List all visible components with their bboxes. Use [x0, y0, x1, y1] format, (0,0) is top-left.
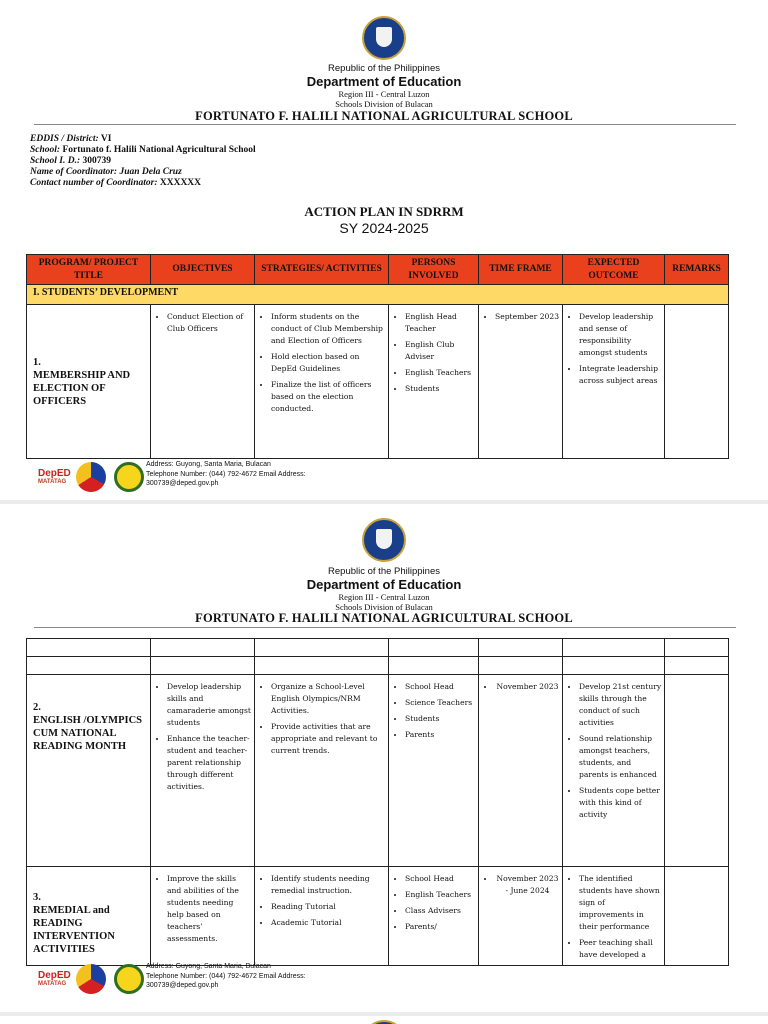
list-item: • Inform students on the conduct of Club Membership and Election of Officers — [271, 311, 386, 347]
list-item: • Science Teachers — [405, 697, 476, 709]
school-logo — [114, 964, 144, 994]
footer-address — [146, 460, 346, 489]
list-item: • School Head — [405, 873, 476, 885]
list-item: • English Head Teacher — [405, 311, 476, 335]
header-divider — [34, 627, 736, 628]
program-cell — [27, 675, 151, 867]
list-item: • Integrate leadership across subject areas — [579, 363, 662, 387]
list-item: • Sound relationship amongst teachers, students, and parents is enhanced — [579, 733, 662, 781]
col-header-remarks: REMARKS — [665, 255, 729, 285]
header-divider — [34, 124, 736, 125]
timeframe-cell — [479, 675, 563, 867]
page-3 — [0, 1016, 768, 1024]
outcome-cell — [563, 867, 665, 966]
list-item: • November 2023 - June 2024 — [495, 873, 560, 897]
outcome-cell — [563, 675, 665, 867]
row-number: 2. — [33, 702, 41, 713]
col-header-timeframe: TIME FRAME — [479, 255, 563, 285]
division-text: Schools Division of Bulacan — [335, 602, 433, 612]
coordinator-label: Name of Coordinator: — [30, 167, 118, 177]
region-text: Region III - Central Luzon — [338, 89, 430, 99]
list-item: • Organize a School-Level English Olympics/NRM Activities. — [271, 681, 386, 717]
list-item: • Academic Tutorial — [271, 917, 386, 929]
list-item: • Class Advisers — [405, 905, 476, 917]
page-2 — [0, 504, 768, 1012]
district-value: VI — [98, 134, 112, 144]
list-item: • Peer teaching shall have developed a — [579, 937, 662, 961]
list-item: • School Head — [405, 681, 476, 693]
page-1 — [0, 0, 768, 500]
action-plan-table-1 — [26, 254, 729, 459]
republic-text: Republic of the Philippines — [328, 566, 440, 577]
remarks-cell — [665, 305, 729, 459]
list-item: • Finalize the list of officers based on the election conducted. — [271, 379, 386, 415]
list-item: • Reading Tutorial — [271, 901, 386, 913]
school-value: Fortunato f. Halili National Agricultural School — [60, 145, 256, 155]
footer-address — [146, 962, 346, 991]
logo-sub: MATATAG — [38, 479, 67, 485]
school-id-value: 300739 — [80, 156, 112, 166]
objectives-cell — [151, 867, 255, 966]
department-title: Department of Education — [306, 577, 462, 592]
timeframe-cell — [479, 305, 563, 459]
row-number: 1. — [33, 356, 41, 368]
email-line: 300739@deped.gov.ph — [146, 480, 219, 487]
col-header-objectives: OBJECTIVES — [151, 255, 255, 285]
table-row — [27, 305, 729, 459]
republic-text: Republic of the Philippines — [328, 63, 440, 74]
list-item: • The identified students have shown sign of improvements in their performance — [579, 873, 662, 933]
logo-sub: MATATAG — [38, 981, 67, 987]
deped-seal-icon — [362, 16, 406, 60]
remarks-cell — [665, 867, 729, 966]
deped-seal-icon — [362, 518, 406, 562]
school-label: School: — [30, 145, 61, 155]
list-item: • Improve the skills and abilities of the students needing help based on teachers’ assessments. — [167, 873, 252, 945]
address-line: Address: Guyong, Santa Maria, Bulacan — [146, 963, 271, 970]
list-item: • Parents — [405, 729, 476, 741]
program-title: MEMBERSHIP AND ELECTION OF OFFICERS — [33, 369, 131, 407]
col-header-persons: PERSONS INVOLVED — [389, 255, 479, 285]
persons-cell — [389, 305, 479, 459]
list-item: • Develop leadership and sense of responsibility amongst students — [579, 311, 662, 359]
timeframe-cell — [479, 867, 563, 966]
program-cell — [27, 867, 151, 966]
bagong-pilipinas-logo — [76, 964, 106, 994]
list-item: • Students — [405, 713, 476, 725]
row-number: 3. — [33, 892, 41, 903]
logo-text: DepED — [38, 468, 71, 479]
address-line: Address: Guyong, Santa Maria, Bulacan — [146, 461, 271, 468]
deped-matatag-logo — [38, 468, 71, 485]
school-name: FORTUNATO F. HALILI NATIONAL AGRICULTURAL SCHOOL — [195, 611, 573, 625]
col-header-outcome: EXPECTED OUTCOME — [563, 255, 665, 285]
email-line: 300739@deped.gov.ph — [146, 982, 219, 989]
list-item: • Develop 21st century skills through the conduct of such activities — [579, 681, 662, 729]
col-header-strategies: STRATEGIES/ ACTIVITIES — [255, 255, 389, 285]
school-meta — [30, 134, 256, 189]
objectives-cell — [151, 305, 255, 459]
objectives-cell — [151, 675, 255, 867]
contact-label: Contact number of Coordinator: — [30, 178, 158, 188]
list-item: • English Club Adviser — [405, 339, 476, 363]
deped-seal-icon — [362, 1020, 406, 1024]
school-year: SY 2024-2025 — [339, 220, 429, 236]
list-item: • Conduct Election of Club Officers — [167, 311, 252, 335]
list-item: • Identify students needing remedial instruction. — [271, 873, 386, 897]
table-row — [27, 675, 729, 867]
phone-line: Telephone Number: (044) 792-4672 Email Address: — [146, 470, 306, 478]
list-item: • Enhance the teacher-student and teacher-parent relationship through different activities. — [167, 733, 252, 793]
program-cell — [27, 305, 151, 459]
list-item: • English Teachers — [405, 367, 476, 379]
strategies-cell — [255, 305, 389, 459]
list-item: • Hold election based on DepEd Guidelines — [271, 351, 386, 375]
list-item: • Parents/ — [405, 921, 476, 933]
program-title: ENGLISH /OLYMPICS CUM NATIONAL READING MONTH — [33, 715, 143, 752]
action-plan-table-2 — [26, 638, 729, 966]
bagong-pilipinas-logo — [76, 462, 106, 492]
program-title: REMEDIAL and READING INTERVENTION ACTIVITIES — [33, 905, 115, 955]
list-item: • Develop leadership skills and camaraderie amongst students — [167, 681, 252, 729]
department-title: Department of Education — [306, 74, 462, 89]
strategies-cell — [255, 867, 389, 966]
school-id-label: School I. D.: — [30, 156, 81, 166]
deped-matatag-logo — [38, 970, 71, 987]
persons-cell — [389, 675, 479, 867]
school-name: FORTUNATO F. HALILI NATIONAL AGRICULTURAL SCHOOL — [195, 109, 573, 123]
division-text: Schools Division of Bulacan — [335, 99, 433, 109]
contact-value: XXXXXX — [157, 178, 202, 188]
region-text: Region III - Central Luzon — [338, 592, 430, 602]
table-row — [27, 867, 729, 966]
school-logo — [114, 462, 144, 492]
list-item: • September 2023 — [495, 311, 560, 323]
strategies-cell — [255, 675, 389, 867]
list-item: • Students — [405, 383, 476, 395]
phone-line: Telephone Number: (044) 792-4672 Email Address: — [146, 972, 306, 980]
district-label: EDDIS / District: — [30, 134, 99, 144]
list-item: • English Teachers — [405, 889, 476, 901]
action-plan-title: ACTION PLAN IN SDRRM — [304, 204, 464, 219]
list-item: • November 2023 — [495, 681, 560, 693]
list-item: • Provide activities that are appropriate and relevant to current trends. — [271, 721, 386, 757]
section-heading: I. STUDENTS’ DEVELOPMENT — [27, 285, 729, 305]
list-item: • Students cope better with this kind of activity — [579, 785, 662, 821]
coordinator-value: Juan Dela Cruz — [117, 167, 182, 177]
logo-text: DepED — [38, 970, 71, 981]
outcome-cell — [563, 305, 665, 459]
col-header-program: PROGRAM/ PROJECT TITLE — [27, 255, 151, 285]
remarks-cell — [665, 675, 729, 867]
persons-cell — [389, 867, 479, 966]
